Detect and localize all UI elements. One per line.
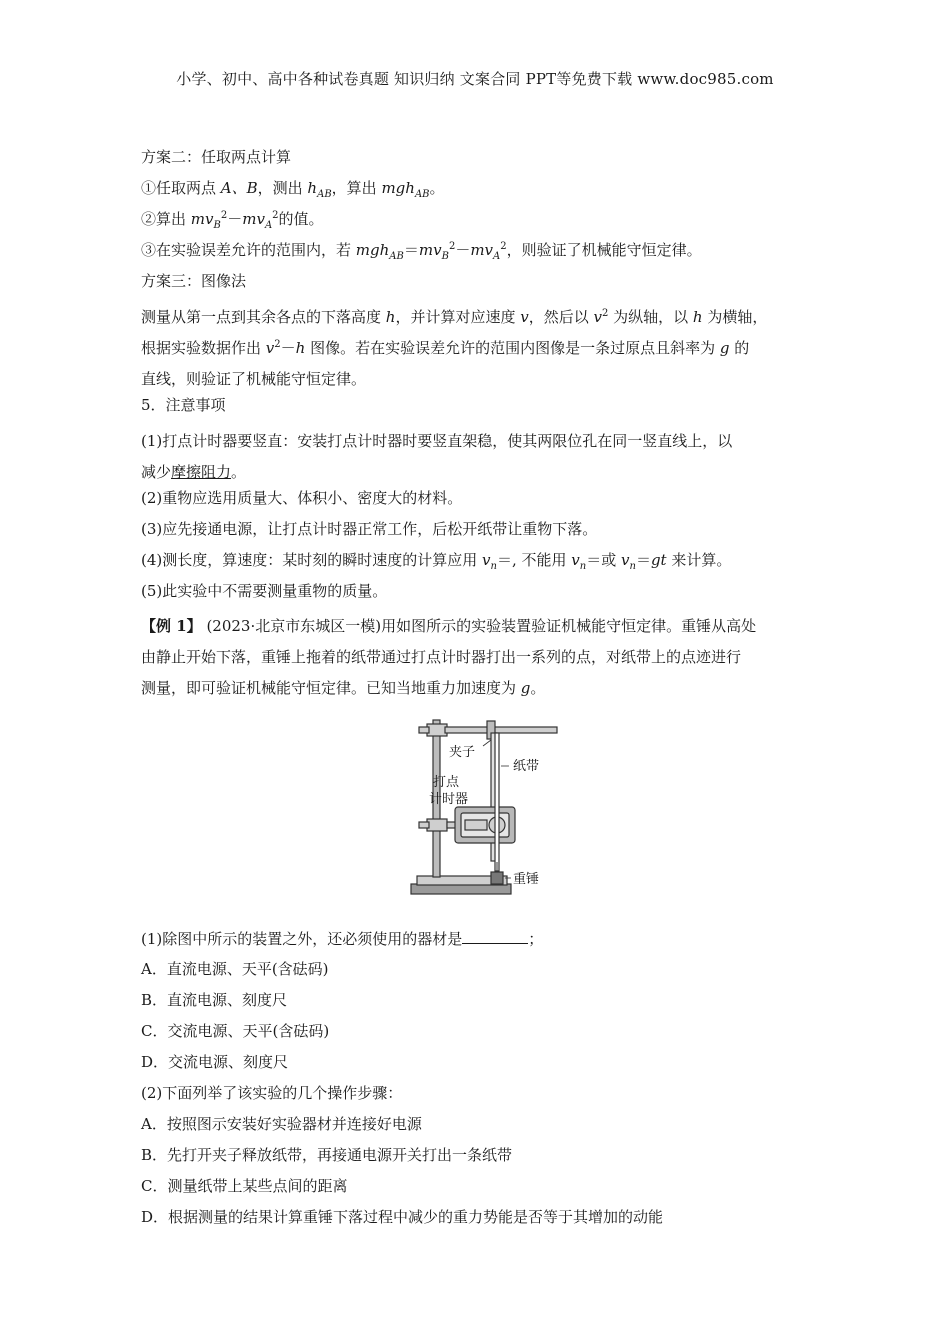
label-tape: 纸带 — [513, 758, 540, 773]
plan2-title: 方案二：任取两点计算 — [141, 148, 292, 166]
label-timer-2: 计时器 — [429, 791, 469, 806]
note-3: (3)应先接通电源，让打点计时器正常工作，后松开纸带让重物下落。 — [141, 520, 598, 538]
plan3-line1: 测量从第一点到其余各点的下落高度 h，并计算对应速度 v，然后以 $v^2$ 为纵轴，以 h 为横轴， — [141, 308, 768, 326]
note-1: (1)打点计时器要竖直：安装打点计时器时要竖直架稳，使其两限位孔在同一竖直线上，以 减少摩擦阻力。 — [141, 432, 733, 481]
underlined-term: 摩擦阻力 — [171, 463, 232, 481]
document-body — [141, 147, 831, 1238]
page-header: 小学、初中、高中各种试卷真题 知识归纳 文案合同 PPT等免费下载 www.doc985.com — [176, 70, 774, 88]
q2-option-c: C．测量纸带上某些点间的距离 — [141, 1177, 348, 1195]
q2-option-b: B．先打开夹子释放纸带，再接通电源开关打出一条纸带 — [141, 1146, 513, 1164]
plan2-step3: ③在实验误差允许的范围内，若 $mgh_{AB}=mv_B^2-mv_A^2$，则验证了机械能守恒定律。 — [141, 241, 702, 262]
note-4: (4)测长度，算速度：某时刻的瞬时速度的计算应用 $v_n=$, 不能用 $v_n=$或 $v_n=gt$ 来计算。 — [141, 551, 732, 572]
q2-stem: (2)下面列举了该实验的几个操作步骤： — [141, 1084, 403, 1102]
notes-title: 5．注意事项 — [141, 396, 226, 414]
plan3-line3: 直线，则验证了机械能守恒定律。 — [141, 370, 367, 388]
plan3-paragraph — [141, 302, 831, 395]
q2-option-d: D．根据测量的结果计算重锤下落过程中减少的重力势能是否等于其增加的动能 — [141, 1208, 664, 1226]
label-weight: 重锤 — [513, 871, 540, 886]
plan3-title: 方案三：图像法 — [141, 272, 247, 290]
q1-option-b: B．直流电源、刻度尺 — [141, 991, 288, 1009]
plan3-line2: 根据实验数据作出 $v^2-h$ 图像。若在实验误差允许的范围内图像是一条过原点且斜率为 g 的 — [141, 339, 750, 357]
q1-stem: (1)除图中所示的装置之外，还必须使用的器材是 ； — [141, 930, 544, 948]
plan2-step1: ①任取两点 A、B，测出 $h_{AB}$，算出 mgh$_{AB}$。 — [141, 179, 445, 200]
top-arm — [445, 727, 557, 733]
q1-option-a: A．直流电源、天平(含砝码) — [141, 960, 329, 978]
example-tag: 【例 1】 — [141, 617, 202, 635]
example-1: 【例 1】 (2023·北京市东城区一模)用如图所示的实验装置验证机械能守恒定律。重锤从高处 由静止开始下落，重锤上拖着的纸带通过打点计时器打出一系列的点，对纸带上的点迹进行 测量，即可验证机械能守恒定律。已知当地重力加速度为 g。 — [141, 617, 757, 697]
apparatus-diagram — [407, 712, 587, 917]
label-clip: 夹子 — [449, 744, 476, 759]
q2-option-a: A．按照图示安装好实验器材并连接好电源 — [141, 1115, 422, 1133]
example-source: (2023·北京市东城区一模) — [201, 617, 382, 635]
label-timer-1: 打点 — [433, 774, 460, 789]
q1-option-d: D．交流电源、刻度尺 — [141, 1053, 289, 1071]
weight — [491, 872, 503, 884]
paper-tape — [495, 733, 499, 871]
plan2-step2: ②算出 $mv_B^2-mv_A^2$的值。 — [141, 210, 324, 231]
note-5: (5)此实验中不需要测量重物的质量。 — [141, 582, 388, 600]
q1-option-c: C．交流电源、天平(含砝码) — [141, 1022, 330, 1040]
apparatus-figure — [141, 712, 831, 922]
answer-blank — [462, 928, 528, 944]
note-2: (2)重物应选用质量大、体积小、密度大的材料。 — [141, 489, 463, 507]
